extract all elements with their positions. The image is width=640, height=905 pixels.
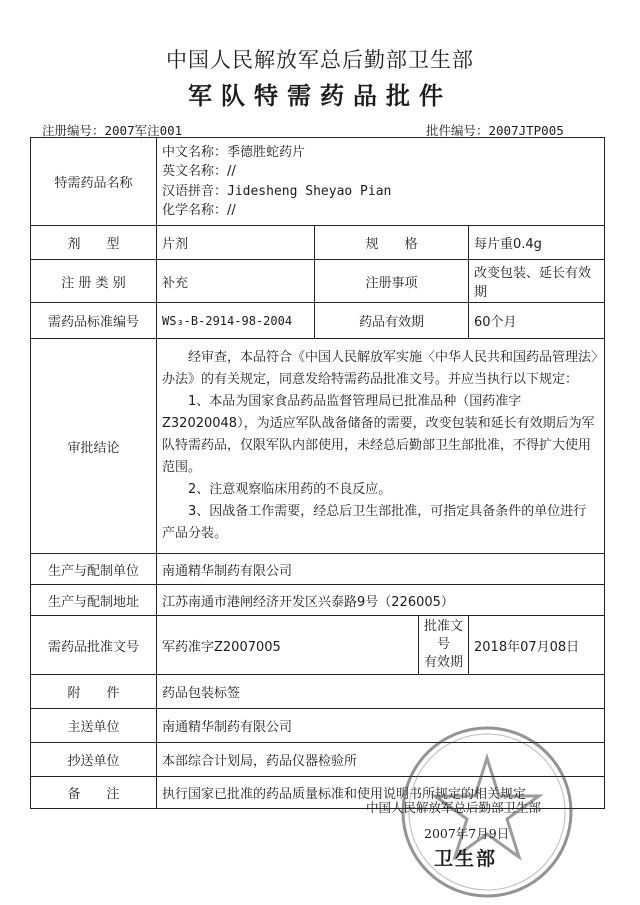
conclusion-paragraph-4: 3、因战备工作需要，经总后卫生部批准，可指定具备条件的单位进行产品分装。: [162, 504, 587, 541]
attachment-label: 附 件: [31, 675, 157, 709]
dosage-value: 片剂: [157, 226, 315, 260]
form-row-registration: [31, 260, 605, 303]
chinese-name: 中文名称：季德胜蛇药片: [162, 144, 306, 160]
main-recipient-value: 南通精华制药有限公司: [157, 709, 605, 743]
remarks-value: 执行国家已批准的药品质量标准和使用说明书所规定的相关规定: [157, 777, 605, 809]
conclusion-paragraph-3: 2、注意观察临床用药的不良反应。: [188, 482, 392, 497]
form-row-approval: [31, 616, 605, 675]
conclusion-label: 审批结论: [31, 339, 157, 554]
main-recipient-label: 主送单位: [31, 709, 157, 743]
approval-number: 批件编号：2007JTP005: [426, 123, 564, 138]
standard-label: 需药品标准编号: [31, 303, 157, 339]
form-row-producer: [31, 554, 605, 585]
cc-value: 本部综合计划局，药品仪器检验所: [157, 743, 605, 777]
form-row-conclusion: [31, 339, 605, 554]
form-row-attachment: [31, 675, 605, 709]
approval-validity-value: 2018年07月08日: [469, 616, 605, 675]
cc-label: 抄送单位: [31, 743, 157, 777]
signature-organization: 中国人民解放军总后勤部卫生部: [366, 800, 542, 815]
registration-matter-value: 改变包装、延长有效期: [469, 260, 605, 303]
form-row-drug-name: [31, 138, 605, 226]
approval-form-table: [30, 137, 605, 809]
form-row-address: [31, 585, 605, 616]
approval-validity-label-line2: 有效期: [424, 655, 464, 670]
form-row-standard: [31, 303, 605, 339]
pinyin-name: 汉语拼音：Jidesheng Sheyao Pian: [162, 183, 392, 199]
registration-type-value: 补充: [157, 260, 315, 303]
validity-value: 60个月: [469, 303, 605, 339]
approval-validity-label-line1: 批准文号: [424, 619, 464, 652]
signature-seal-text: 卫生部: [434, 848, 498, 870]
address-value: 江苏南通市港闸经济开发区兴泰路9号（226005）: [157, 585, 605, 616]
chemical-name: 化学名称：//: [162, 203, 236, 218]
conclusion-body: [157, 339, 605, 554]
remarks-label: 备 注: [31, 777, 157, 809]
signature-date: 2007年7月9日: [424, 826, 510, 841]
spec-value: 每片重0.4g: [469, 226, 605, 260]
standard-value: WS₃-B-2914-98-2004: [157, 303, 315, 339]
english-name: 英文名称：//: [162, 164, 236, 179]
address-label: 生产与配制地址: [31, 585, 157, 616]
spec-label: 规 格: [315, 226, 469, 260]
drug-name-cell: [157, 138, 605, 226]
registration-type-label: 注 册 类 别: [31, 260, 157, 303]
approval-validity-label: [419, 616, 469, 675]
document-title: 军队特需药品批件: [188, 82, 452, 110]
producer-label: 生产与配制单位: [31, 554, 157, 585]
approval-value: 军药准字Z2007005: [157, 616, 419, 675]
form-row-dosage: [31, 226, 605, 260]
attachment-value: 药品包装标签: [157, 675, 605, 709]
drug-name-label: 特需药品名称: [31, 138, 157, 226]
document-title-org: 中国人民解放军总后勤部卫生部: [166, 48, 474, 72]
producer-value: 南通精华制药有限公司: [157, 554, 605, 585]
registration-number: 注册编号：2007军注001: [42, 123, 183, 138]
conclusion-paragraph-1: 经审查，本品符合《中国人民解放军实施〈中华人民共和国药品管理法〉办法》的有关规定，同意发给特需药品批准文号。并应当执行以下规定：: [162, 350, 598, 387]
dosage-label: 剂 型: [31, 226, 157, 260]
registration-matter-label: 注册事项: [315, 260, 469, 303]
approval-label: 需药品批准文号: [31, 616, 157, 675]
conclusion-paragraph-2: 1、本品为国家食品药品监督管理局已批准品种（国药准字Z32020048），为适应军队战备储备的需要，改变包装和延长有效期后为军队特需药品，仅限军队内部使用，未经总后勤部卫生部批准，不得扩大使用范围。: [162, 394, 595, 475]
validity-label: 药品有效期: [315, 303, 469, 339]
